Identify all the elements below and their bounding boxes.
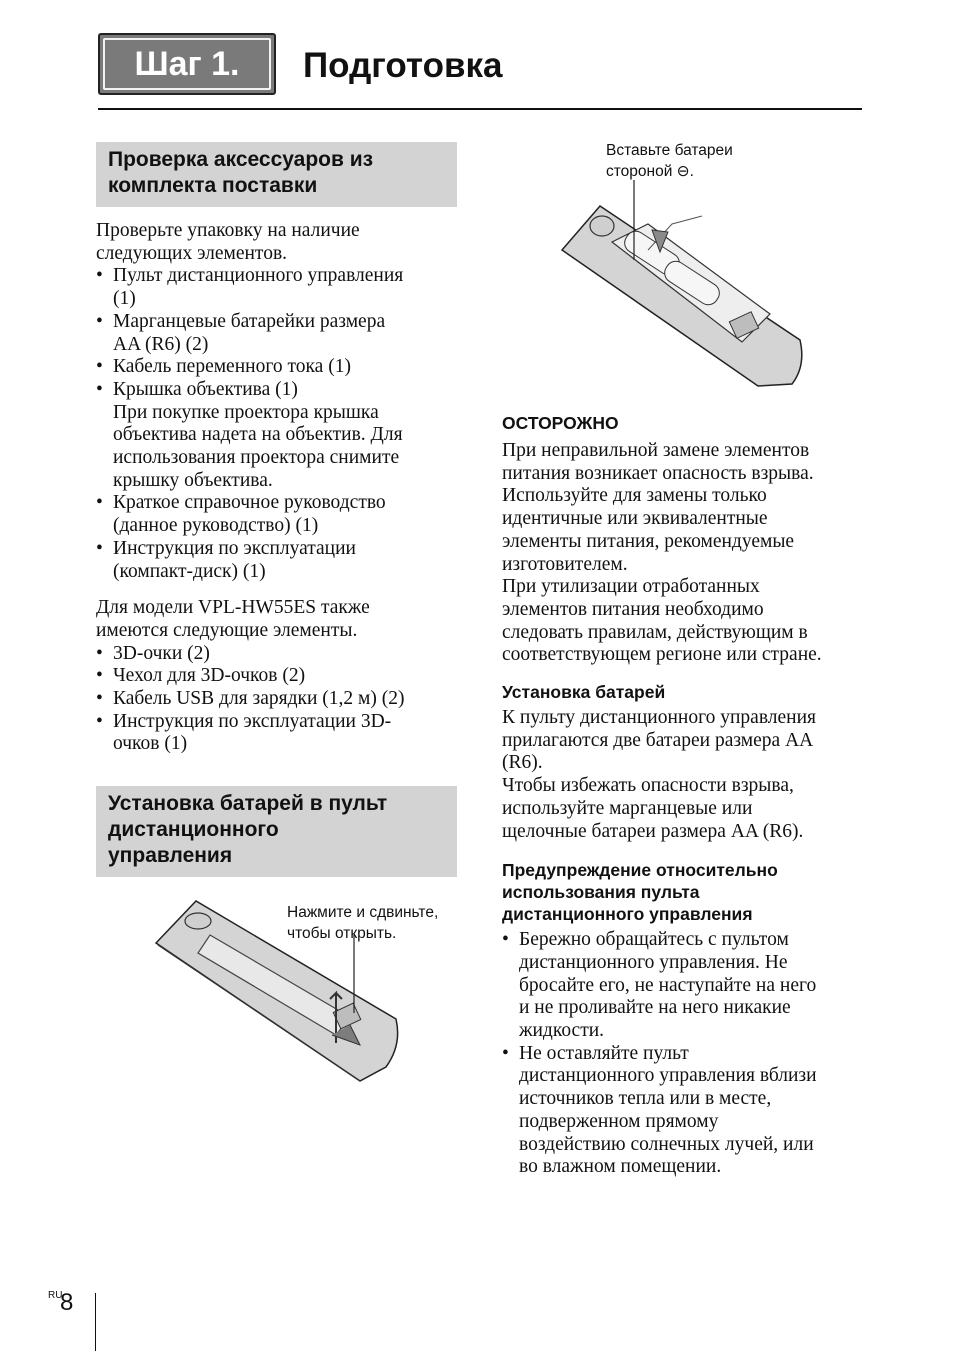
accessories-body (96, 220, 466, 756)
list-item: • Чехол для 3D-очков (2) (96, 665, 466, 688)
section-heading-accessories (96, 142, 457, 207)
body-line: Чтобы избежать опасности взрыва, (502, 775, 794, 797)
body-line: прилагаются две батареи размера AA (502, 729, 814, 751)
heading-line: комплекта поставки (108, 174, 318, 197)
page-title: Подготовка (303, 46, 503, 85)
body-line: Для модели VPL-HW55ES также (96, 597, 370, 619)
right-column (502, 412, 867, 1179)
list-item: • Кабель переменного тока (1) (96, 356, 466, 379)
caption-line: чтобы открыть. (287, 925, 397, 942)
body-line: Используйте для замены только (502, 485, 767, 507)
page-number-rule (95, 1293, 96, 1351)
list-item: • Пульт дистанционного управления (1) (96, 265, 466, 310)
accessories-list (96, 265, 466, 583)
list-item: • Краткое справочное руководство (данное руководство) (1) (96, 492, 466, 537)
list-item: • Бережно обращайтесь с пультом дистанционного управления. Не бросайте его, не наступайте на него и не проливайте на него никакие жидкости. (502, 929, 867, 1043)
body-line: соответствующем регионе или стране. (502, 644, 822, 666)
warning-list (502, 929, 867, 1179)
body-line: К пульту дистанционного управления (502, 707, 816, 729)
body-line: элементов питания необходимо (502, 598, 764, 620)
body-line: При утилизации отработанных (502, 576, 760, 598)
caption-line: стороной ⊖. (606, 163, 694, 180)
title-divider (98, 108, 862, 110)
step-label: Шаг 1. (103, 38, 271, 90)
step-badge (98, 33, 276, 95)
list-item: • Не оставляйте пульт дистанционного управления вблизи источников тепла или в месте, подверженном прямому воздействию солнечных лучей, или во влажном помещении. (502, 1043, 867, 1179)
caution-heading: ОСТОРОЖНО (502, 413, 619, 433)
insert-caption (606, 140, 733, 182)
body-line: идентичные или эквивалентные (502, 508, 768, 530)
body-line: (R6). (502, 752, 543, 774)
caption-line: Вставьте батареи (606, 142, 733, 159)
body-line: Проверьте упаковку на наличие (96, 220, 360, 241)
body-line: щелочные батареи размера AA (R6). (502, 820, 804, 842)
warning-heading: Предупреждение относительно использования пульта дистанционного управления (502, 860, 778, 925)
battery-heading: Установка батарей (502, 682, 666, 703)
page-number: 8 (60, 1289, 74, 1316)
section-heading-battery-install (96, 786, 457, 877)
language-code: RU (48, 1290, 63, 1301)
caution-text (502, 440, 867, 667)
heading-line: Проверка аксессуаров из (108, 148, 374, 171)
list-item: • Инструкция по эксплуатации (компакт-диск) (1) (96, 538, 466, 583)
body-line: питания возникает опасность взрыва. (502, 462, 814, 484)
heading-line: Установка батарей в пульт (108, 792, 388, 815)
list-item: • Крышка объектива (1) При покупке проектора крышка объектива надета на объектив. Для использования проектора снимите крышку объектива. (96, 379, 466, 493)
model-items-list (96, 643, 466, 757)
list-item: • Марганцевые батарейки размера AA (R6) (2) (96, 311, 466, 356)
body-line: При неправильной замене элементов (502, 440, 810, 461)
illustration-caption (287, 902, 438, 944)
list-item: • Инструкция по эксплуатации 3D- очков (1) (96, 711, 466, 756)
heading-line: дистанционного (108, 818, 279, 841)
remote-battery-illustration (556, 180, 810, 390)
body-line: следующих элементов. (96, 242, 288, 264)
body-line: изготовителем. (502, 553, 628, 575)
caption-line: Нажмите и сдвиньте, (287, 904, 439, 921)
body-line: используйте марганцевые или (502, 797, 753, 819)
battery-text (502, 707, 867, 843)
body-line: следовать правилам, действующим в (502, 621, 808, 643)
list-item: • 3D-очки (2) (96, 643, 466, 666)
body-line: имеются следующие элементы. (96, 619, 358, 641)
body-line: элементы питания, рекомендуемые (502, 530, 795, 552)
list-item: • Кабель USB для зарядки (1,2 м) (2) (96, 688, 466, 711)
heading-line: управления (108, 844, 233, 867)
